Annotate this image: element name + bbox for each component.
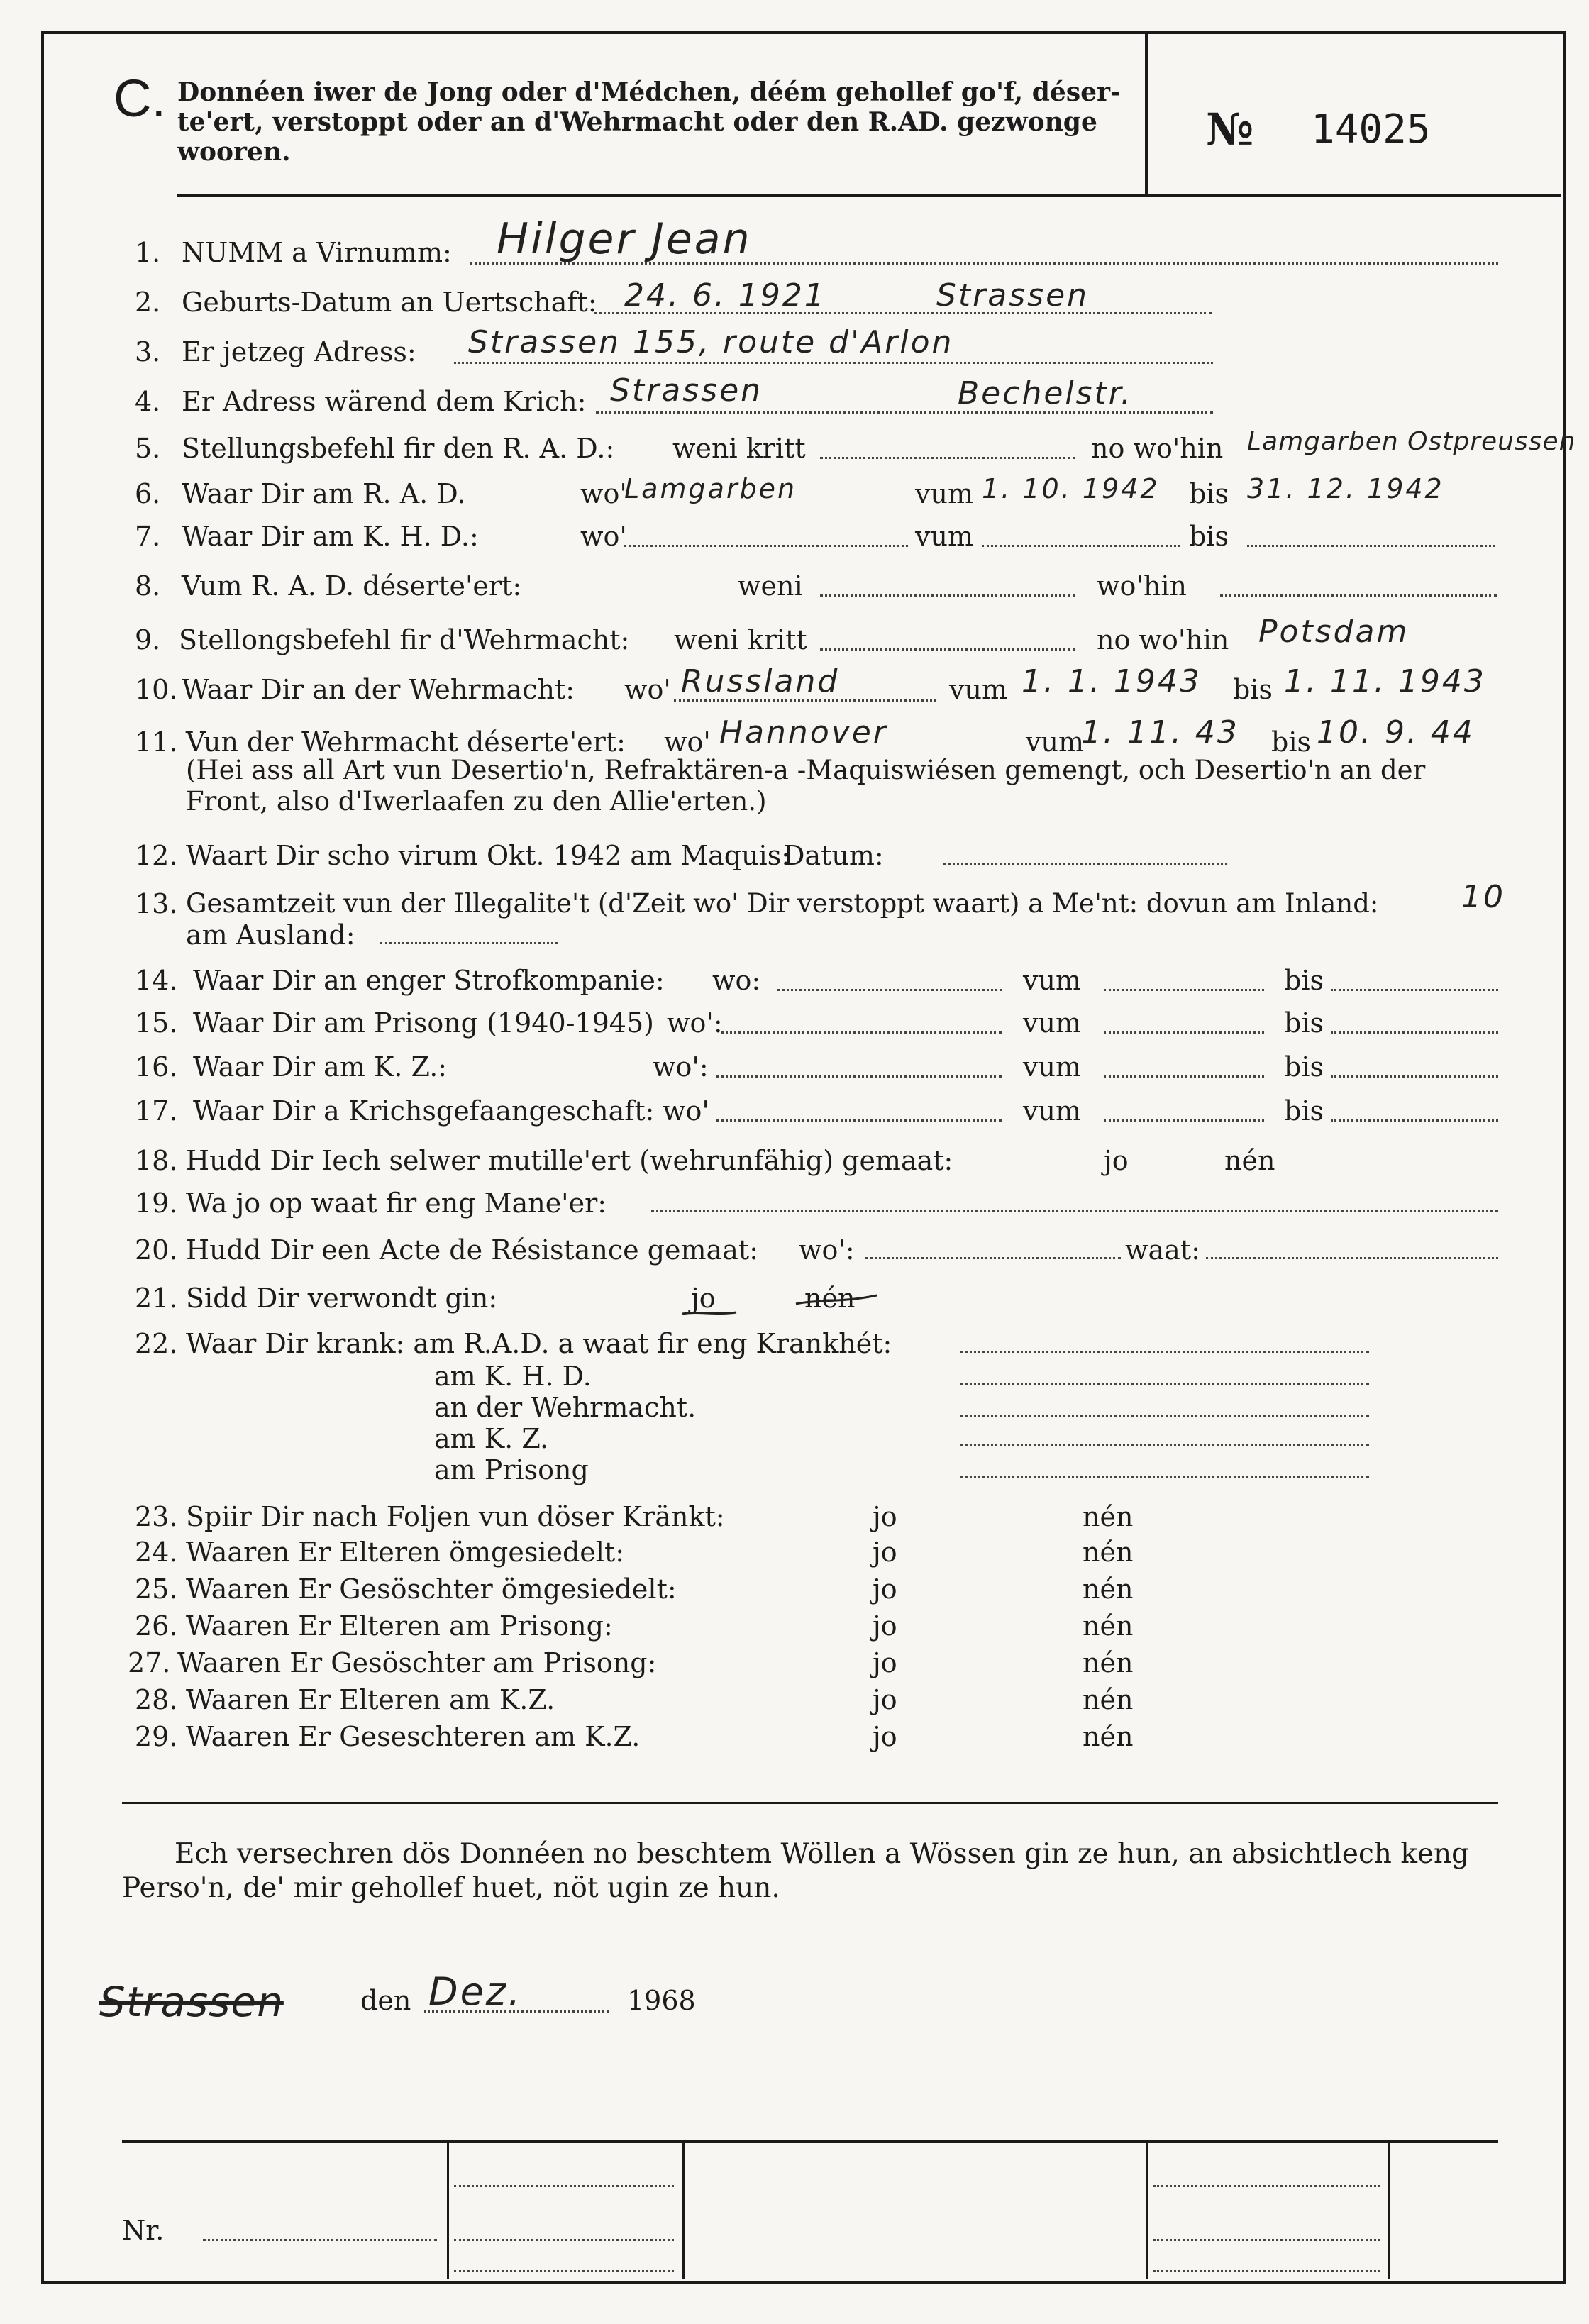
q7-label: Waar Dir am K. H. D.:: [182, 521, 479, 552]
q12-label: Waart Dir scho virum Okt. 1942 am Maquis:: [186, 840, 791, 871]
footer-nr: Nr.: [122, 2215, 165, 2246]
q19-num: 19.: [135, 1188, 178, 1219]
q18-jo: jo: [1104, 1145, 1129, 1176]
q6-answer-bis: 31. 12. 1942: [1247, 473, 1444, 504]
q27-nen: nén: [1083, 1647, 1134, 1678]
q9-wohin: no wo'hin: [1097, 624, 1229, 655]
q22-sub-khd: am K. H. D.: [434, 1361, 592, 1392]
q15-vum: vum: [1023, 1007, 1081, 1039]
q10-label: Waar Dir an der Wehrmacht:: [182, 674, 575, 705]
form-title-line3: wooren.: [177, 137, 291, 167]
q12-datum-field: [943, 863, 1227, 865]
q3-field: [454, 362, 1213, 364]
q6-answer-wo: Lamgarben: [624, 473, 797, 504]
q16-bis: bis: [1284, 1051, 1324, 1083]
q11-note-line2: Front, also d'Iwerlaafen zu den Allie'erten.): [186, 786, 767, 817]
q24-nen: nén: [1083, 1537, 1134, 1568]
q15-num: 15.: [135, 1007, 178, 1039]
q28-num: 28.: [135, 1684, 178, 1715]
q26-nen: nén: [1083, 1610, 1134, 1642]
q27-num: 27.: [128, 1647, 171, 1678]
q5-num: 5.: [135, 433, 161, 464]
q14-vum: vum: [1023, 965, 1081, 996]
q27-jo: jo: [873, 1647, 897, 1678]
q22-field-prisong: [960, 1476, 1369, 1478]
footer-col4-row2: [1153, 2239, 1380, 2241]
q26-num: 26.: [135, 1610, 178, 1642]
q5-label: Stellungsbefehl fir den R. A. D.:: [182, 433, 615, 464]
q16-num: 16.: [135, 1051, 178, 1083]
q14-bis: bis: [1284, 965, 1324, 996]
q9-label: Stellongsbefehl fir d'Wehrmacht:: [179, 624, 630, 655]
q5-weni: weni kritt: [672, 433, 806, 464]
q21-jo-underline: [681, 1310, 738, 1317]
q9-weni: weni kritt: [674, 624, 807, 655]
footer-col2-row3: [454, 2270, 674, 2272]
q8-num: 8.: [135, 570, 161, 602]
q22-field-wehrmacht: [960, 1415, 1369, 1417]
q22-sub-kz: am K. Z.: [434, 1423, 549, 1454]
q10-answer-vum: 1. 1. 1943: [1022, 663, 1202, 699]
q11-answer-bis: 10. 9. 44: [1317, 714, 1475, 751]
q13-ausland-field: [380, 942, 558, 944]
q15-bis: bis: [1284, 1007, 1324, 1039]
q10-num: 10.: [135, 674, 178, 705]
q14-label: Waar Dir an enger Strofkompanie:: [193, 965, 665, 996]
signoff-place: Strassen: [99, 1978, 284, 2026]
q5-weni-field: [820, 457, 1075, 459]
q20-wo-field: [865, 1257, 1121, 1259]
q8-weni: weni: [738, 570, 803, 602]
q6-bis: bis: [1189, 478, 1229, 509]
q29-nen: nén: [1083, 1721, 1134, 1752]
q7-bis-field: [1247, 545, 1495, 547]
q11-answer-vum: 1. 11. 43: [1081, 714, 1239, 751]
q24-label: Waaren Er Elteren ömgesiedelt:: [186, 1537, 625, 1568]
q16-vum-field: [1104, 1075, 1264, 1078]
q6-label: Waar Dir am R. A. D.: [182, 478, 466, 509]
q25-num: 25.: [135, 1573, 178, 1605]
q4-label: Er Adress wärend dem Krich:: [182, 386, 587, 417]
q20-num: 20.: [135, 1234, 178, 1266]
q11-label: Vun der Wehrmacht déserte'ert:: [186, 726, 626, 758]
q24-jo: jo: [873, 1537, 897, 1568]
q2-label: Geburts-Datum an Uertschaft:: [182, 287, 597, 318]
q2-answer-place: Strassen: [936, 277, 1090, 314]
q22-num: 22.: [135, 1328, 178, 1359]
header-bottom-line: [177, 194, 1561, 197]
q15-vum-field: [1104, 1031, 1264, 1034]
q17-num: 17.: [135, 1095, 178, 1127]
q23-num: 23.: [135, 1501, 178, 1532]
q22-field-khd: [960, 1383, 1369, 1385]
q17-vum-field: [1104, 1119, 1264, 1122]
q7-vum: vum: [915, 521, 973, 552]
q17-label: Waar Dir a Krichsgefaangeschaft:: [193, 1095, 655, 1127]
footer-col-4: [1388, 2141, 1390, 2279]
q13-num: 13.: [135, 888, 178, 919]
q3-answer: Strassen 155, route d'Arlon: [468, 324, 954, 360]
q5-wohin: no wo'hin: [1091, 433, 1224, 464]
footer-col4-row1: [1153, 2185, 1380, 2187]
declaration-line2: Perso'n, de' mir gehollef huet, nöt ugin ze hun.: [122, 1872, 780, 1904]
q21-label: Sidd Dir verwondt gin:: [186, 1283, 498, 1314]
header-divider: [1145, 31, 1148, 194]
q17-bis-field: [1331, 1119, 1498, 1122]
q8-wohin-field: [1220, 594, 1497, 597]
q7-wo-field: [624, 545, 908, 547]
footer-col-2: [682, 2141, 685, 2279]
q20-wo: wo':: [799, 1234, 855, 1266]
footer-col-3: [1146, 2141, 1148, 2279]
declaration-line1: Ech versechren dös Donnéen no beschtem Wöllen a Wössen gin ze hun, an absichtlech keng: [175, 1838, 1470, 1870]
q20-label: Hudd Dir een Acte de Résistance gemaat:: [186, 1234, 758, 1266]
q11-wo: wo': [664, 726, 711, 758]
q19-label: Wa jo op waat fir eng Mane'er:: [186, 1188, 607, 1219]
q16-vum: vum: [1023, 1051, 1081, 1083]
q16-wo-field: [716, 1075, 1002, 1078]
q22-sub-prisong: am Prisong: [434, 1454, 589, 1485]
q21-jo: jo: [691, 1283, 716, 1314]
q1-answer: Hilger Jean: [497, 214, 752, 264]
q28-nen: nén: [1083, 1684, 1134, 1715]
q4-num: 4.: [135, 386, 161, 417]
q6-answer-vum: 1. 10. 1942: [982, 473, 1160, 504]
q10-wo: wo': [624, 674, 671, 705]
q11-answer-wo: Hannover: [719, 714, 888, 751]
q28-jo: jo: [873, 1684, 897, 1715]
q25-jo: jo: [873, 1573, 897, 1605]
q23-nen: nén: [1083, 1501, 1134, 1532]
footer-col2-row2: [454, 2239, 674, 2241]
form-number: 14025: [1311, 106, 1431, 153]
q3-num: 3.: [135, 336, 161, 367]
q8-wohin: wo'hin: [1097, 570, 1187, 602]
q19-field: [651, 1210, 1498, 1212]
q16-wo: wo':: [653, 1051, 709, 1083]
number-symbol: №: [1206, 104, 1254, 155]
q28-label: Waaren Er Elteren am K.Z.: [186, 1684, 555, 1715]
q6-num: 6.: [135, 478, 161, 509]
footer-nr-field: [203, 2239, 437, 2241]
footer-col2-row1: [454, 2185, 674, 2187]
q22-sub-wehrmacht: an der Wehrmacht.: [434, 1392, 697, 1423]
footer-col4-row3: [1153, 2270, 1380, 2272]
q20-waat: waat:: [1125, 1234, 1200, 1266]
signoff-year: 1968: [627, 1985, 696, 2016]
q4-answer-b: Bechelstr.: [958, 375, 1133, 411]
q18-nen: nén: [1224, 1145, 1275, 1176]
q17-vum: vum: [1023, 1095, 1081, 1127]
q1-label: NUMM a Virnumm:: [182, 237, 452, 268]
q21-nen-strikethrough: [794, 1291, 880, 1310]
q25-label: Waaren Er Gesöschter ömgesiedelt:: [186, 1573, 677, 1605]
q13-ausland: am Ausland:: [186, 919, 355, 951]
q26-label: Waaren Er Elteren am Prisong:: [186, 1610, 613, 1642]
q9-weni-field: [820, 648, 1075, 651]
q7-wo: wo': [580, 521, 627, 552]
q29-num: 29.: [135, 1721, 178, 1752]
q22-field-kz: [960, 1444, 1369, 1446]
q29-jo: jo: [873, 1721, 897, 1752]
q11-bis: bis: [1271, 726, 1311, 758]
q21-nen: nén: [804, 1283, 856, 1314]
q17-wo: wo': [663, 1095, 709, 1127]
q9-num: 9.: [135, 624, 161, 655]
q16-bis-field: [1331, 1075, 1498, 1078]
q6-vum: vum: [915, 478, 973, 509]
q25-nen: nén: [1083, 1573, 1134, 1605]
q16-label: Waar Dir am K. Z.:: [193, 1051, 448, 1083]
footer-col-1: [447, 2141, 449, 2279]
q14-wo-field: [777, 989, 1002, 991]
q8-weni-field: [820, 594, 1075, 597]
q23-jo: jo: [873, 1501, 897, 1532]
q29-label: Waaren Er Geseschteren am K.Z.: [186, 1721, 641, 1752]
q8-label: Vum R. A. D. déserte'ert:: [182, 570, 522, 602]
q21-num: 21.: [135, 1283, 178, 1314]
q13-answer-inland: 10: [1461, 879, 1505, 915]
q22-label: Waar Dir krank: am R.A.D. a waat fir eng Krankhét:: [186, 1328, 892, 1359]
q15-label: Waar Dir am Prisong (1940-1945): [193, 1007, 654, 1039]
q12-num: 12.: [135, 840, 178, 871]
q14-bis-field: [1331, 989, 1498, 991]
q10-vum: vum: [949, 674, 1007, 705]
q15-bis-field: [1331, 1031, 1498, 1034]
form-title-line2: te'ert, verstoppt oder an d'Wehrmacht oder den R.AD. gezwonge: [177, 107, 1097, 137]
q9-answer-wohin: Potsdam: [1258, 614, 1410, 650]
q11-note-line1: (Hei ass all Art vun Desertio'n, Refraktären-a -Maquiswiésen gemengt, och Desertio'n an der: [186, 755, 1426, 785]
q18-num: 18.: [135, 1145, 178, 1176]
q11-vum: vum: [1026, 726, 1084, 758]
q14-wo: wo:: [712, 965, 761, 996]
q2-answer-date: 24. 6. 1921: [624, 277, 826, 314]
declaration-separator: [122, 1802, 1498, 1804]
signoff-den: den: [360, 1985, 411, 2016]
q7-num: 7.: [135, 521, 161, 552]
q4-answer-a: Strassen: [610, 372, 763, 409]
q3-label: Er jetzeg Adress:: [182, 336, 416, 367]
q7-bis: bis: [1189, 521, 1229, 552]
q17-wo-field: [716, 1119, 1002, 1122]
q4-field: [596, 411, 1213, 414]
q1-num: 1.: [135, 237, 161, 268]
q13-label: Gesamtzeit vun der Illegalite't (d'Zeit wo' Dir verstoppt waart) a Me'nt: dovun am Inland:: [186, 888, 1379, 919]
q17-bis: bis: [1284, 1095, 1324, 1127]
q10-answer-bis: 1. 11. 1943: [1284, 663, 1486, 699]
q26-jo: jo: [873, 1610, 897, 1642]
q15-wo: wo':: [667, 1007, 723, 1039]
q23-label: Spiir Dir nach Foljen vun döser Kränkt:: [186, 1501, 725, 1532]
form-title-line1: Donnéen iwer de Jong oder d'Médchen, déém gehollef go'f, déser-: [177, 77, 1121, 107]
footer-top-rule: [122, 2140, 1498, 2143]
q7-vum-field: [982, 545, 1180, 547]
q5-answer-wohin: Lamgarben Ostpreussen: [1247, 427, 1576, 456]
q22-field-rad: [960, 1351, 1369, 1353]
form-letter: C.: [114, 69, 166, 128]
q2-num: 2.: [135, 287, 161, 318]
q6-wo: wo': [580, 478, 627, 509]
q15-wo-field: [721, 1031, 1002, 1034]
q10-bis: bis: [1233, 674, 1273, 705]
q12-datum: Datum:: [783, 840, 884, 871]
q18-label: Hudd Dir Iech selwer mutille'ert (wehrunfähig) gemaat:: [186, 1145, 953, 1176]
signoff-month: Dez.: [428, 1969, 523, 2014]
q14-vum-field: [1104, 989, 1264, 991]
q24-num: 24.: [135, 1537, 178, 1568]
q20-waat-field: [1206, 1257, 1498, 1259]
q11-num: 11.: [135, 726, 178, 758]
q10-answer-wo: Russland: [681, 663, 840, 699]
q10-wo-field: [674, 699, 936, 702]
q14-num: 14.: [135, 965, 178, 996]
q27-label: Waaren Er Gesöschter am Prisong:: [177, 1647, 657, 1678]
